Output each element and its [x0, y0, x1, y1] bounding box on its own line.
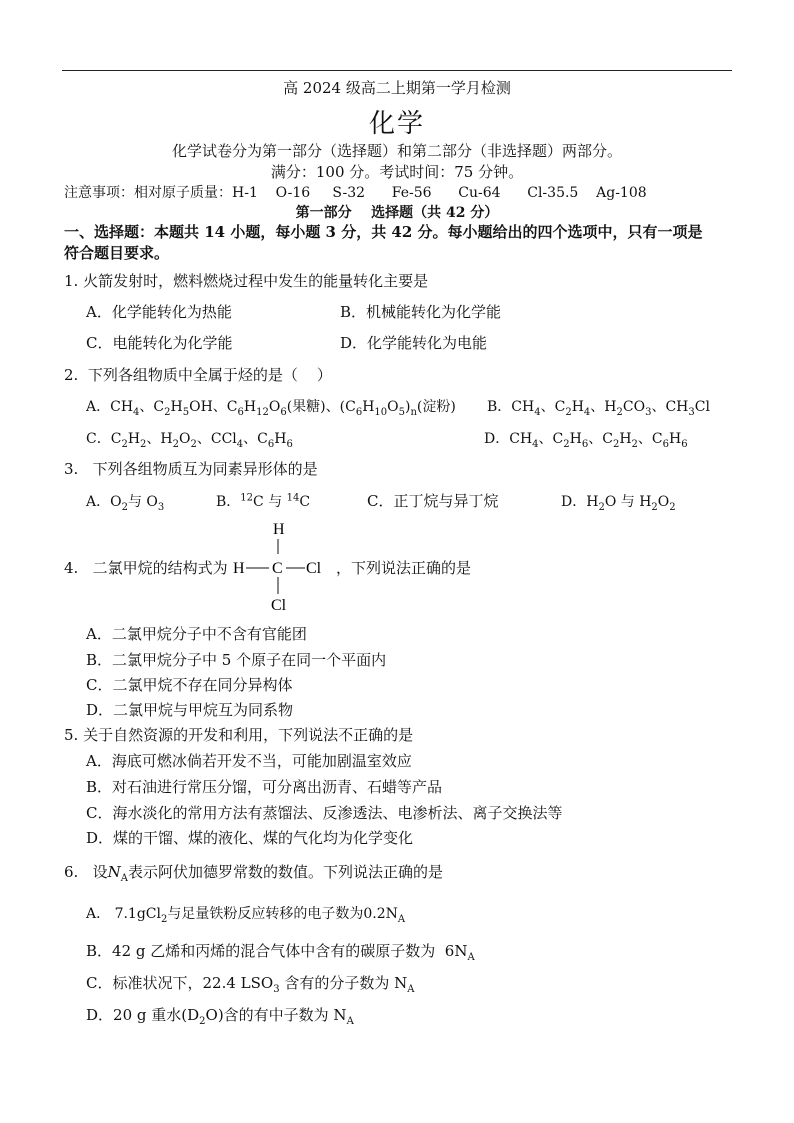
struct-h-left: H — [233, 560, 245, 577]
q6-stem: 6. 设$N_A$表示阿伏加德罗常数的数值。下列说法正确的是 — [64, 863, 443, 884]
q3-option-a: A．$O_2$与 $O_3$ — [86, 494, 165, 513]
q6-option-c: C．标准状况下，22.4 $LSO_3$ 含有的分子数为 $N_A$ — [86, 974, 415, 995]
q2-stem: 2. 下列各组物质中全属于烃的是（ ） — [64, 366, 332, 384]
q6-option-d: D．20 g 重水$(D_2O)$含的有中子数为 $N_A$ — [86, 1006, 354, 1027]
q4-option-c: C．二氯甲烷不存在同分异构体 — [86, 676, 293, 694]
q2-option-c: C．$C_2H_2$、$H_2O_2$、CCl$_4$、$C_6H_6$ — [86, 431, 293, 450]
q3-option-b: B．$^{12}$C 与 $^{14}$C — [216, 492, 311, 510]
q5-option-d: D．煤的干馏、煤的液化、煤的气化均为化学变化 — [86, 829, 414, 847]
notes-line: 注意事项：相对原子质量：H-1 O-16 S-32 Fe-56 Cu-64 Cl-35.5 Ag-108 — [64, 185, 647, 201]
q5-option-b: B．对石油进行常压分馏，可分离出沥青、石蜡等产品 — [86, 778, 443, 796]
dichloromethane-structure — [233, 520, 343, 615]
subject-title: 化学 — [368, 109, 425, 139]
q3-option-d: D．$H_2O$ 与 $H_2O_2$ — [561, 494, 676, 513]
part1-instructions-1: 一、选择题：本题共 14 小题，每小题 3 分，共 42 分。每小题给出的四个选项中，只有一项是 — [64, 223, 703, 241]
score-time-line: 满分：100 分。考试时间：75 分钟。 — [270, 163, 524, 181]
q1-option-c: C．电能转化为化学能 — [86, 334, 233, 352]
q3-stem: 3. 下列各组物质互为同素异形体的是 — [64, 460, 318, 478]
header-rule — [62, 70, 732, 71]
q4-option-d: D．二氯甲烷与甲烷互为同系物 — [86, 701, 294, 719]
q5-stem: 5. 关于自然资源的开发和利用，下列说法不正确的是 — [64, 726, 414, 744]
intro-line: 化学试卷分为第一部分（选择题）和第二部分（非选择题）两部分。 — [171, 142, 622, 160]
q1-option-d: D．化学能转化为电能 — [340, 334, 488, 352]
q1-option-b: B．机械能转化为化学能 — [340, 303, 502, 321]
q4-stem-prefix: 4. 二氯甲烷的结构式为 — [64, 559, 228, 577]
struct-cl-right: Cl — [306, 560, 322, 577]
part1-instructions-2: 符合题目要求。 — [64, 244, 170, 262]
q6-option-b: B．42 g 乙烯和丙烯的混合气体中含有的碳原子数为 $6N_A$ — [86, 942, 475, 963]
q2-option-d: D．$CH_4$、$C_2H_6$、$C_2H_2$、$C_6H_6$ — [484, 431, 688, 450]
q6-option-a: A． 7.1gCl$_2$与足量铁粉反应转移的电子数为$0.2N_A$ — [86, 906, 406, 925]
struct-cl-bottom: Cl — [271, 597, 287, 614]
part1-title: 第一部分 选择题（共 42 分） — [295, 205, 499, 221]
q2-option-a: A．$CH_4$、$C_2H_5OH$、$C_6H_{12}O_6$(果糖)、$(C_6H_{10}O_5)_n$(淀粉) — [86, 399, 456, 418]
q4-option-a: A．二氯甲烷分子中不含有官能团 — [86, 625, 307, 643]
q3-option-c: C．正丁烷与异丁烷 — [367, 492, 499, 510]
q5-option-a: A．海底可燃冰倘若开发不当，可能加剧温室效应 — [86, 752, 412, 770]
struct-c: C — [272, 560, 283, 577]
exam-title: 高 2024 级高二上期第一学月检测 — [283, 79, 511, 97]
q1-stem: 1. 火箭发射时，燃料燃烧过程中发生的能量转化主要是 — [64, 272, 429, 290]
q5-option-c: C．海水淡化的常用方法有蒸馏法、反渗透法、电渗析法、离子交换法等 — [86, 804, 563, 822]
struct-h-top: H — [273, 521, 285, 538]
q4-stem-suffix: ，下列说法正确的是 — [336, 559, 472, 577]
q1-option-a: A．化学能转化为热能 — [86, 303, 232, 321]
q2-option-b: B．$CH_4$、$C_2H_4$、$H_2CO_3$、$CH_3Cl$ — [487, 399, 710, 418]
q4-option-b: B．二氯甲烷分子中 5 个原子在同一个平面内 — [86, 651, 387, 669]
